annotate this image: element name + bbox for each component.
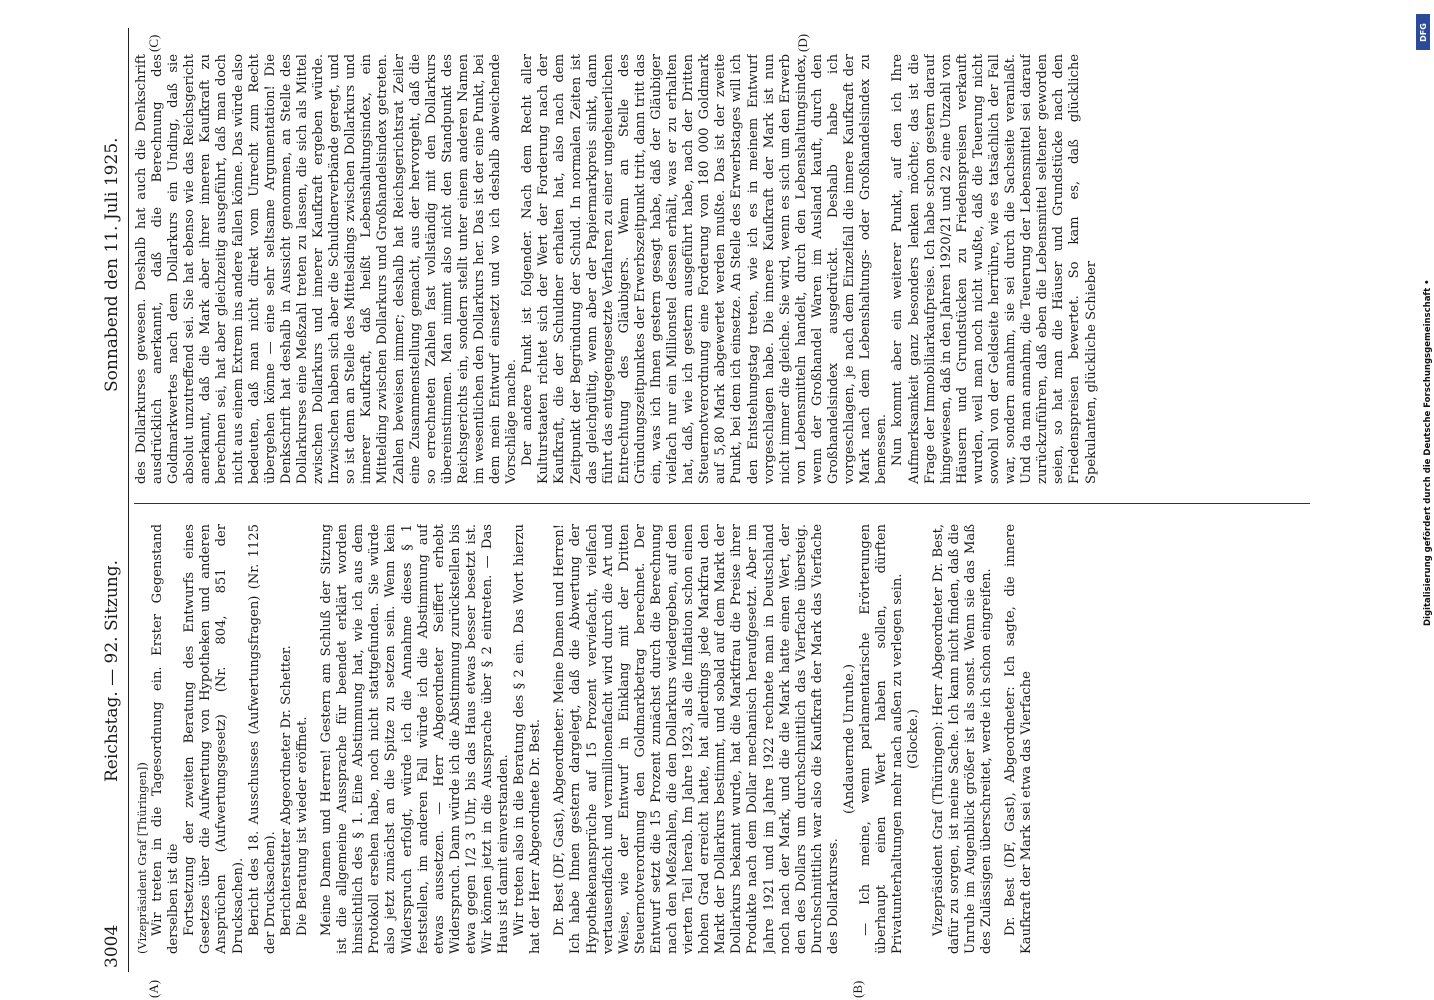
paragraph: — Ich meine, wenn parlamentarische Erörterungen überhaupt einen Wert haben sollen, dürften Privatunterhaltungen mehr nach außen zu verlegen sein. — [858, 524, 906, 954]
margin-letter-b: (B) — [850, 980, 865, 998]
paragraph: Berichterstatter Abgeordneter Dr. Schetter. — [278, 645, 294, 936]
paragraph: Meine Damen und Herren! Gestern am Schluß der Sitzung ist die allgemeine Aussprache für beendet erklärt worden hinsichtlich des § 1. Eine Abstimmung hat, wie ich aus dem Protokoll ersehen habe, noch nicht stattgefunden. Sie würde also jetzt zunächst an die Spitze zu setzen sein. Wenn kein Widerspruch erfolgt, würde ich die Annahme dieses § 1 feststellen, im anderen Fall würde ich die Abstimmung auf etwas aussetzen. — Herr Abgeordneter Seiffert erhebt Widerspruch. Dann würde ich die Abstimmung zurückstellen bis etwa gegen 1/2 3 Uhr, bis das Haus etwas besser besetzt ist. Wir können jetzt in die Aussprache über § 2 eintreten. — Das Haus ist damit einverstanden. — [319, 524, 512, 954]
page-header — [98, 28, 129, 972]
session-date: Sonnabend den 11. Juli 1925. — [102, 137, 122, 392]
paragraph-gap — [544, 524, 552, 954]
paragraph-gap — [311, 524, 319, 954]
paragraph: des Dollarkurses gewesen. Deshalb hat auch die Denkschrift ausdrücklich anerkannt, daß die Berechnung des Goldmarkwertes nach dem Dollarkurs ein Unding, daß sie absolut unzutreffend sei. Sie hat ebenso wie das Reichsgericht anerkannt, daß die Mark aber ihrer inneren Kaufkraft zu berechnen sei, hat aber gleichzeitig ausgeführt, daß man doch nicht aus einem Extrem ins andere fallen könne. Das würde also bedeuten, daß man nicht direkt vom Unrecht zum Recht übergehen könne — eine sehr seltsame Argumentation! Die Denkschrift hat deshalb in Aussicht genommen, an Stelle des Dollarkurses eine Meßzahl treten zu lassen, die sich als Mittel zwischen Dollarkurs und innerer Kaufkraft ergeben würde. Inzwischen haben sich aber die Schuldnerverbände geregt, und so ist denn an Stelle des Mittelsdings zwischen Dollarkurs und innerer Kaufkraft, daß heißt Lebenshaltungsindex, ein Mittelding zwischen Dollarkurs und Großhandelsindex getreten. Zahlen beweisen immer; deshalb hat Reichsgerichtsrat Zeiler eine Zusammenstellung gemacht, aus der hervorgeht, daß die so errechneten Zahlen fast vollständig mit den Dollarkurs übereinstimmen. Man nimmt also nicht den Standpunkt des Reichsgerichts ein, sondern stellt unter einem anderen Namen im wesentlichen den Dollarkurs her. Das ist der eine Punkt, bei dem mein Entwurf einsetzt und wo ich deshalb abweichende Vorschläge mache. — [134, 54, 520, 484]
paragraph: Der andere Punkt ist folgender. Nach dem Recht aller Kulturstaaten richtet sich der Wert der Forderung nach der Kaufkraft, die der Schuldner erhalten hat, also nach dem Zeitpunkt der Begründung der Schuld. In normalen Zeiten ist das gleichgültig, wenn aber der Papiermarkpreis sinkt, dann führt das entgegengesetzte Verfahren zu einer ungeheuerlichen Entrechtung des Gläubigers. Wenn an Stelle des Gründungszeitpunktes der Erwerbszeitpunkt tritt, dann tritt das ein, was ich Ihnen gestern gesagt habe, daß der Gläubiger vielfach nur ein Millionstel dessen erhält, was er zu erhalten hat, daß, wie ich gestern ausgeführt habe, nach der Dritten Steuernotverordnung eine Forderung von 180 000 Goldmark auf 5,80 Mark abgewertet werden mußte. Das ist der zweite Punkt, bei dem ich einsetze. An Stelle des Erwerbstages will ich den Entstehungstag treten, wie ich es in meinem Entwurf vorgeschlagen habe. Die innere Kaufkraft der Mark ist nun nicht immer die gleiche. Sie wird, wenn es sich um den Erwerb von Lebensmitteln handelt, durch den Lebenshaltungsindex, wenn der Großhandel Waren im Ausland kauft, durch den Großhandelsindex ausgedrückt. Deshalb habe ich vorgeschlagen, je nach dem Einzelfall die innere Kaufkraft der Mark nach dem Lebenshaltungs- oder Großhandelsindex zu bemessen. — [520, 54, 890, 484]
paragraph: Wir treten in die Tagesordnung ein. Erster Gegenstand derselben ist die — [150, 524, 182, 954]
paragraph: Die Beratung ist wieder eröffnet. — [294, 716, 310, 936]
paragraph: Dr. Best (DF, Gast), Abgeordneter: Ich sagte, die innere Kaufkraft der Mark sei etwa das Vierfache — [1002, 524, 1034, 954]
paragraph-gap — [995, 524, 1003, 954]
paragraph: (Glocke.) — [906, 709, 922, 769]
left-column — [134, 524, 1310, 954]
session-title: Reichstag. — 92. Sitzung. — [102, 559, 122, 782]
paragraph: (Andauernde Unruhe.) — [842, 664, 858, 814]
dfg-credit-strip — [1416, 6, 1433, 996]
paragraph: Dr. Best (DF, Gast), Abgeordneter: Meine Damen und Herren! Ich habe Ihnen gestern dargelegt, daß die Abwertung der Hypothekenansprüche auf 15 Prozent verviefacht, vielfach vertausendfacht und vermillionenfacht wird durch die Art und Weise, wie der Entwurf in Einklang mit der Dritten Steuernotverordnung den Goldmarkbetrag berechnet. Der Entwurf setzt die 15 Prozent zunächst durch die Berechnung nach den Meßzahlen, die den Dollarkurs wiedergeben, auf den vierten Teil herab. Im Jahre 1923, als die Inflation schon einen hohen Grad erreicht hatte, hat allerdings jede Markfrau den Markt der Dollarkurs bestimmt, und sobald auf dem Markt der Dollarkurs bekannt wurde, hat die Marktfrau die Preise ihrer Produkte nach dem Dollar mechanisch heraufgesetzt. Aber im Jahre 1921 und im Jahre 1922 rechnete man in Deutschland noch nach der Mark, und die die Mark hatte einen Wert, der den des Dollars um durchschnittlich das Vierfache übersteig. Durchschnittlich war also die Kaufkraft der Mark das Vierfache des Dollarkurses. — [552, 524, 841, 954]
paragraph: Wir treten also in die Beratung des § 2 ein. Das Wort hierzu hat der Herr Abgeordnete Dr. Best. — [512, 524, 544, 954]
right-column — [134, 54, 1310, 484]
text-columns — [134, 28, 1310, 972]
rotated-document-page — [90, 0, 1320, 1000]
paragraph: Nun kommt aber ein weiterer Punkt, auf den ich Ihre Aufmerksamkeit ganz besonders lenken möchte; das ist die Frage der Immobiliarkaufpreise. Ich habe schon gestern darauf hingewiesen, daß in den Jahren 1920/21 und 22 eine Unzahl von Häusern und Grundstücken zu Friedenspreisen verkauft wurden, weil man noch nicht wußte, daß die Teuerung nicht sowohl von der Geldseite herrühre, wie es tatsächlich der Fall war, sondern annahm, sie sei durch die Sachseite veranlaßt. Und da man annahm, die Teuerung der Lebensmittel sei darauf zurückzuführen, daß eben die Lebensmittel seltener geworden seien, so hat man die Häuser und Grundstücke nach den Friedenspreisen bewertet. So kam es, daß glückliche Spekulanten, glückliche Schieber — [890, 54, 1099, 484]
margin-letter-d: (D) — [795, 33, 810, 52]
dfg-logo: DFG — [1416, 14, 1430, 50]
margin-letter-c: (C) — [146, 34, 161, 52]
paragraph: Bericht des 18. Ausschusses (Aufwertungsfragen) (Nr. 1125 der Drucksachen). — [246, 524, 278, 954]
dfg-credit-text: Digitalisierung gefördert durch die Deutsche Forschungsgemeinschaft • — [1423, 279, 1433, 626]
paragraph: (Vizepräsident Graf [Thüringen]) — [135, 762, 149, 954]
column-divider — [134, 503, 1310, 504]
paragraph: Fortsetzung der zweiten Beratung des Entwurfs eines Gesetzes über die Aufwertung von Hypotheken und anderen Ansprüchen (Aufwertungsgesetz) (Nr. 804, 851 der Drucksachen). — [182, 524, 246, 954]
paragraph: Vizepräsident Graf (Thüringen): Herr Abgeordneter Dr. Best, dafür zu sorgen, ist meine Sache. Ich kann nicht finden, daß die Unruhe im Augenblick größer ist als sonst. Wenn sie das Maß des Zulässigen überschreitet, werde ich schon eingreifen. — [930, 524, 994, 954]
page-number: 3004 — [102, 924, 122, 968]
paragraph-gap — [923, 524, 931, 954]
margin-letter-a: (A) — [146, 979, 161, 998]
